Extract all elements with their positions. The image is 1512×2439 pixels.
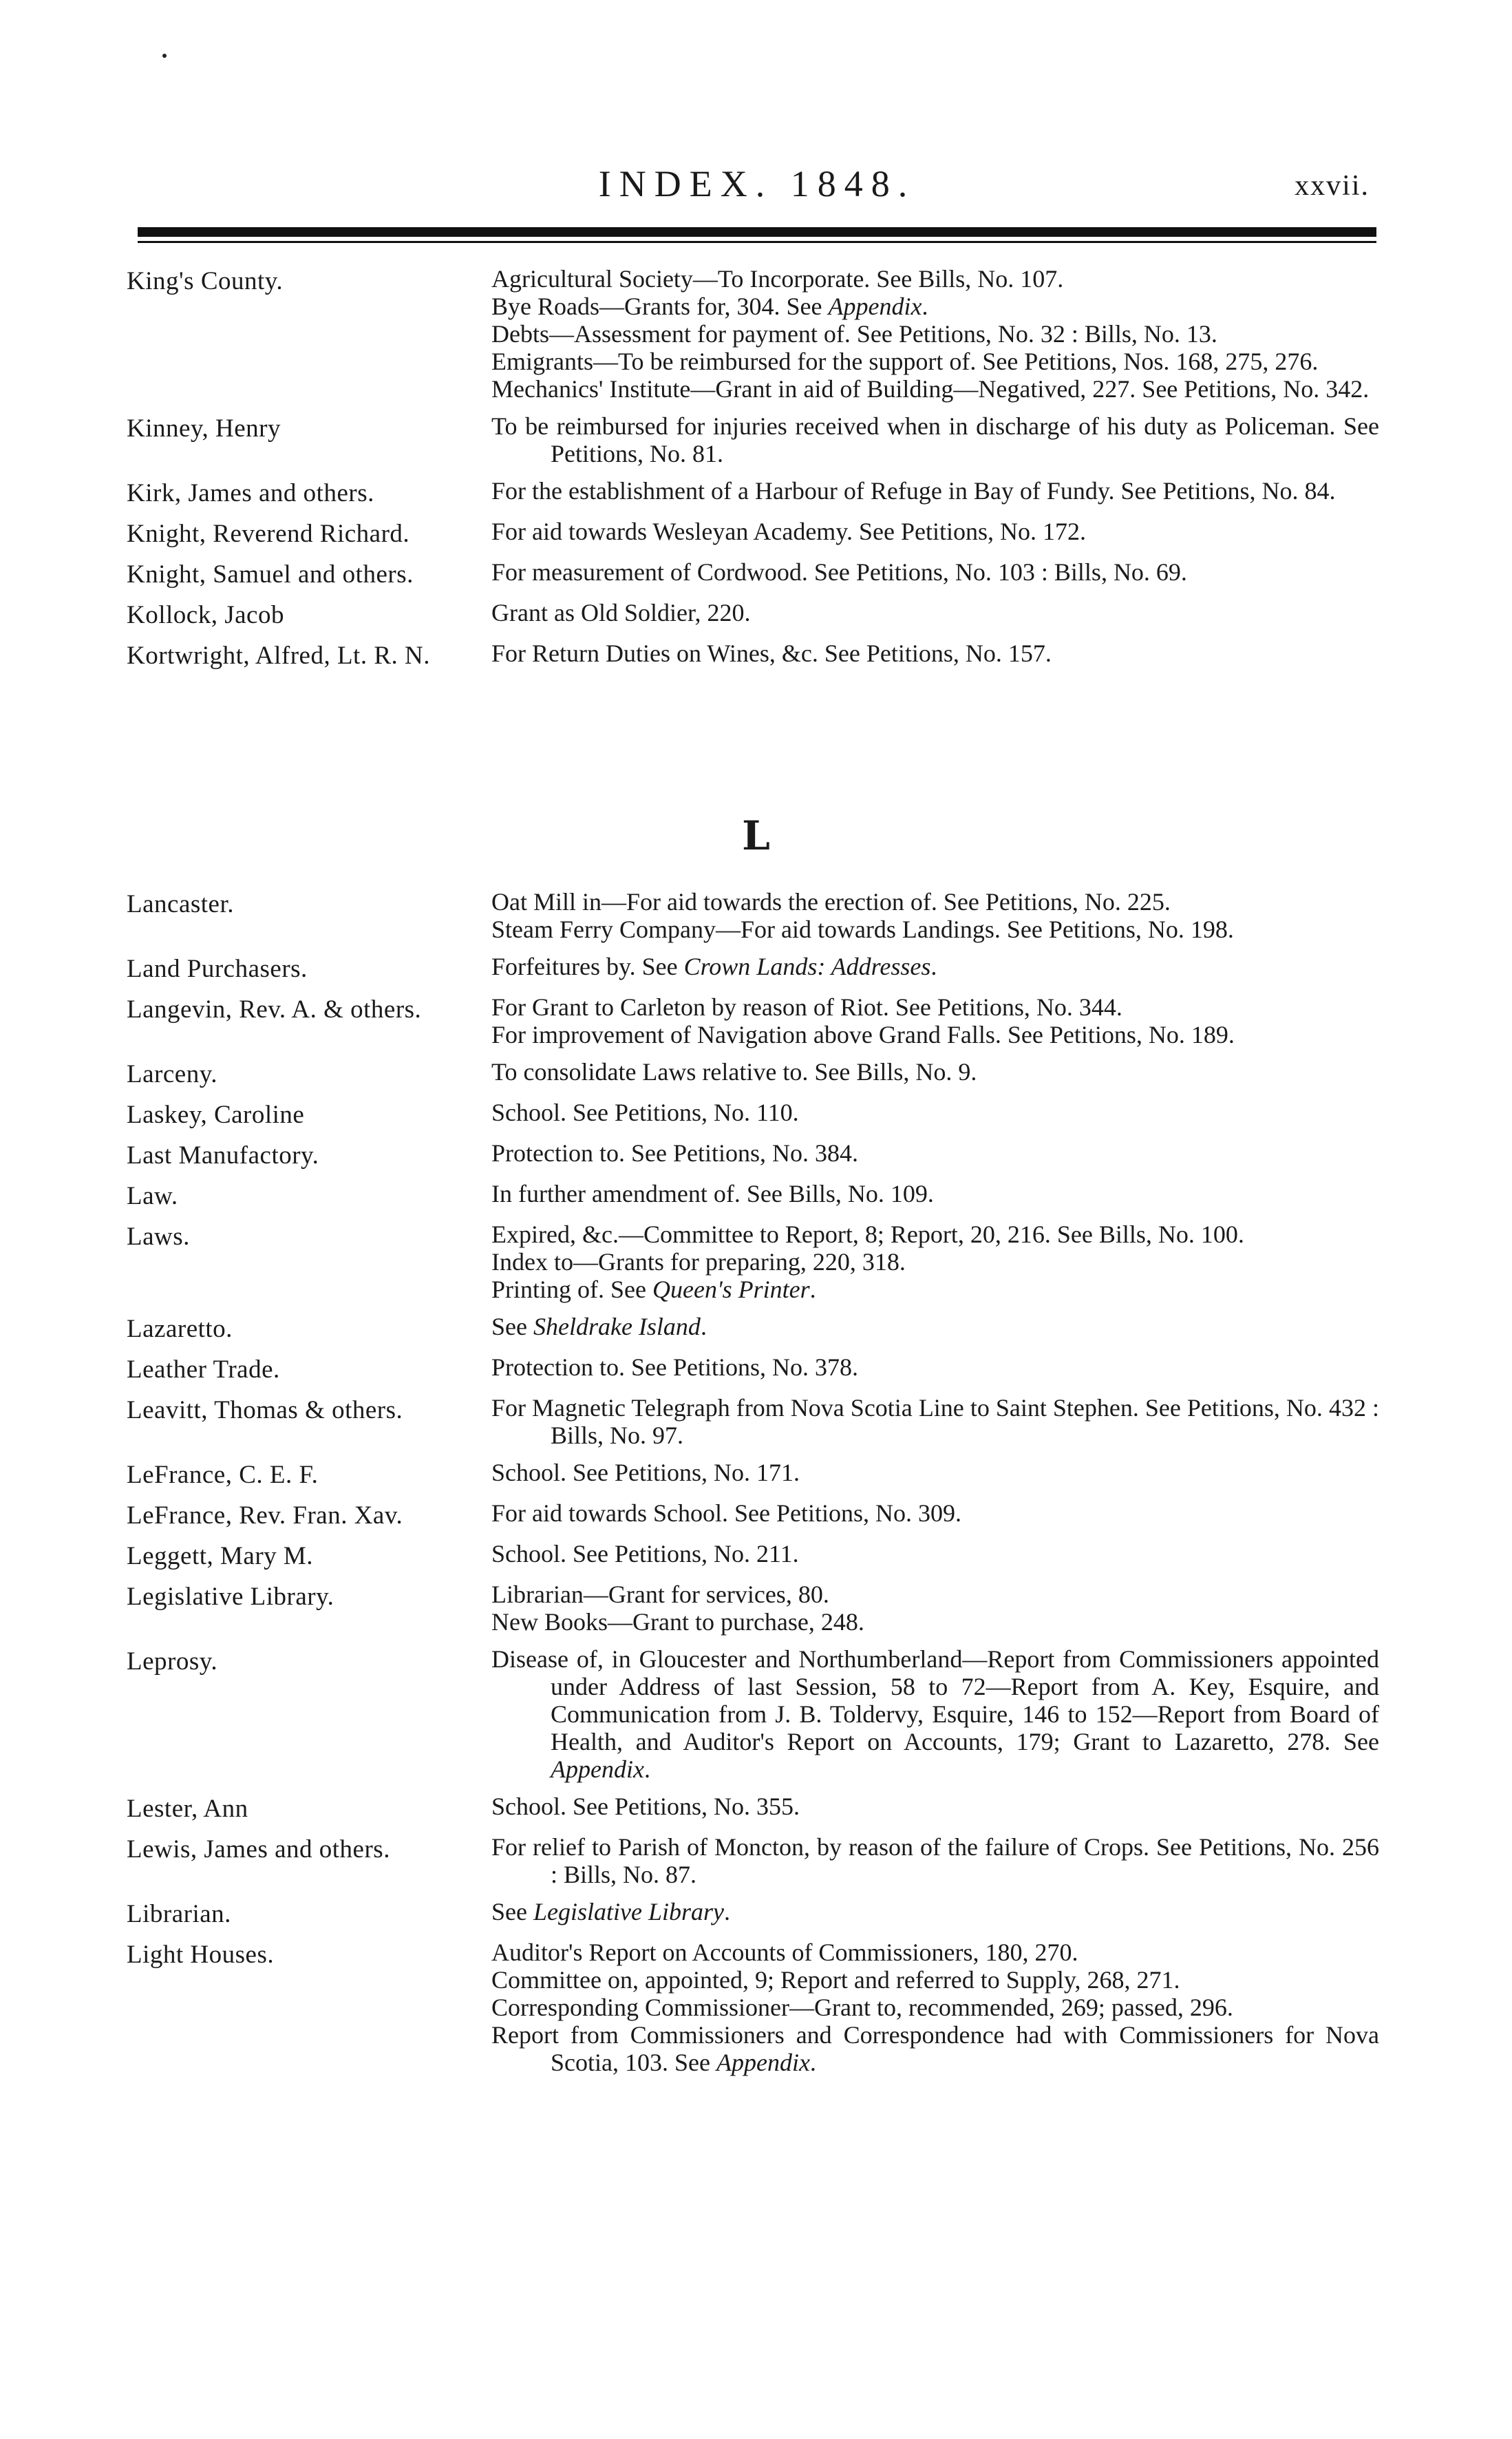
- index-entry: [127, 412, 1379, 467]
- index-term: Leavitt, Thomas & others.: [127, 1396, 403, 1424]
- index-term: Light Houses.: [127, 1941, 275, 1969]
- reference-line: Expired, &c.—Committee to Report, 8; Report, 20, 216. See Bills, No. 100.: [491, 1221, 1244, 1248]
- index-references: [491, 599, 1379, 626]
- reference-line: Protection to. See Petitions, No. 384.: [491, 1139, 858, 1167]
- index-references: [491, 1353, 1379, 1381]
- reference-line: Index to—Grants for preparing, 220, 318.: [491, 1248, 906, 1276]
- reference-line: For Return Duties on Wines, &c. See Petitions, No. 157.: [491, 640, 1052, 667]
- index-term: Kinney, Henry: [127, 414, 281, 443]
- reference-line: For Grant to Carleton by reason of Riot. See Petitions, No. 344.: [491, 993, 1122, 1021]
- reference-line: School. See Petitions, No. 355.: [491, 1793, 800, 1820]
- index-term: Kortwright, Alfred, Lt. R. N.: [127, 642, 430, 670]
- reference-line: Printing of. See Queen's Printer.: [491, 1276, 816, 1303]
- index-references: [491, 1099, 1379, 1126]
- index-entry: [127, 1313, 1379, 1344]
- reference-line: See Legislative Library.: [491, 1898, 730, 1925]
- index-term: Langevin, Rev. A. & others.: [127, 995, 422, 1024]
- page-title: INDEX. 1848.: [598, 163, 916, 204]
- index-term: Librarian.: [127, 1900, 231, 1928]
- header-rule-thin: [138, 241, 1376, 243]
- reference-line: Committee on, appointed, 9; Report and referred to Supply, 268, 271.: [491, 1966, 1180, 1994]
- page-number: xxvii.: [1295, 170, 1370, 202]
- index-term: Lancaster.: [127, 890, 234, 918]
- index-references: [491, 1499, 1379, 1527]
- index-entry: [127, 1099, 1379, 1130]
- index-references: [491, 1939, 1379, 2076]
- index-references: [491, 518, 1379, 545]
- index-references: [491, 412, 1379, 467]
- index-references: [491, 1313, 1379, 1340]
- index-references: [491, 1394, 1379, 1449]
- index-references: [491, 1058, 1379, 1086]
- index-section-k: [127, 265, 1379, 671]
- index-term: Laskey, Caroline: [127, 1101, 305, 1129]
- index-term: Knight, Samuel and others.: [127, 560, 414, 589]
- index-references: [491, 993, 1379, 1048]
- reference-line: See Sheldrake Island.: [491, 1313, 707, 1340]
- reference-line: Debts—Assessment for payment of. See Petitions, No. 32 : Bills, No. 13.: [491, 320, 1217, 348]
- index-term: Kirk, James and others.: [127, 479, 374, 507]
- index-section-l: [127, 888, 1379, 2076]
- index-references: [491, 1581, 1379, 1636]
- reference-line: School. See Petitions, No. 171.: [491, 1459, 800, 1486]
- index-references: [491, 477, 1379, 505]
- reference-line: To be reimbursed for injuries received when in discharge of his duty as Policeman. See Petitions, No. 81.: [491, 412, 1379, 467]
- index-references: [491, 1221, 1379, 1303]
- reference-line: For improvement of Navigation above Grand Falls. See Petitions, No. 189.: [491, 1021, 1235, 1048]
- index-references: [491, 1180, 1379, 1207]
- reference-line: Auditor's Report on Accounts of Commissioners, 180, 270.: [491, 1939, 1078, 1966]
- reference-line: For relief to Parish of Moncton, by reason of the failure of Crops. See Petitions, No. 256 : Bills, No. 87.: [491, 1833, 1379, 1888]
- index-term: Land Purchasers.: [127, 955, 308, 983]
- index-entry: [127, 558, 1379, 589]
- index-entry: [127, 518, 1379, 549]
- index-references: [491, 888, 1379, 943]
- index-term: King's County.: [127, 267, 284, 295]
- index-term: Legislative Library.: [127, 1583, 334, 1611]
- index-term: LeFrance, Rev. Fran. Xav.: [127, 1501, 403, 1530]
- index-references: [491, 953, 1379, 980]
- index-entry: [127, 1581, 1379, 1636]
- index-term: Law.: [127, 1182, 178, 1210]
- index-entry: [127, 1139, 1379, 1170]
- index-term: Lazaretto.: [127, 1315, 233, 1343]
- reference-line: School. See Petitions, No. 110.: [491, 1099, 799, 1126]
- reference-line: Librarian—Grant for services, 80.: [491, 1581, 829, 1608]
- index-entry: [127, 1353, 1379, 1384]
- reference-line: Steam Ferry Company—For aid towards Landings. See Petitions, No. 198.: [491, 916, 1234, 943]
- reference-line: Mechanics' Institute—Grant in aid of Building—Negatived, 227. See Petitions, No. 342.: [491, 375, 1370, 403]
- reference-line: Corresponding Commissioner—Grant to, recommended, 269; passed, 296.: [491, 1994, 1233, 2021]
- index-term: Leather Trade.: [127, 1355, 280, 1384]
- index-entry: [127, 1499, 1379, 1530]
- index-entry: [127, 1540, 1379, 1571]
- index-references: [491, 1459, 1379, 1486]
- reference-line: Disease of, in Gloucester and Northumberland—Report from Commissioners appointed under Address of last Session, 58 to 72—Report from A. Key, Esquire, and Communication from J. B. Toldervy, Esquire, 146 to 152—Report from Board of Health, and Auditor's Report on Accounts, 179; Grant to Lazaretto, 278. See Appendix.: [491, 1645, 1379, 1783]
- index-term: Lewis, James and others.: [127, 1835, 390, 1863]
- index-term: Last Manufactory.: [127, 1141, 319, 1170]
- index-references: [491, 265, 1379, 403]
- index-entry: [127, 1833, 1379, 1888]
- index-entry: [127, 1058, 1379, 1089]
- index-entry: [127, 477, 1379, 508]
- reference-line: For aid towards Wesleyan Academy. See Petitions, No. 172.: [491, 518, 1086, 545]
- ink-speck: [162, 54, 167, 58]
- index-entry: [127, 1394, 1379, 1449]
- index-term: Knight, Reverend Richard.: [127, 520, 410, 548]
- reference-line: For aid towards School. See Petitions, No. 309.: [491, 1499, 961, 1527]
- reference-line: School. See Petitions, No. 211.: [491, 1540, 799, 1567]
- reference-line: For measurement of Cordwood. See Petitions, No. 103 : Bills, No. 69.: [491, 558, 1187, 586]
- index-references: [491, 640, 1379, 667]
- reference-line: In further amendment of. See Bills, No. 109.: [491, 1180, 934, 1207]
- reference-line: To consolidate Laws relative to. See Bills, No. 9.: [491, 1058, 977, 1086]
- index-entry: [127, 1459, 1379, 1490]
- index-references: [491, 1898, 1379, 1925]
- index-entry: [127, 640, 1379, 671]
- index-entry: [127, 599, 1379, 630]
- index-entry: [127, 1645, 1379, 1783]
- index-term: Leprosy.: [127, 1647, 218, 1676]
- reference-line: Oat Mill in—For aid towards the erection of. See Petitions, No. 225.: [491, 888, 1171, 916]
- section-letter-l: L: [742, 812, 770, 859]
- reference-line: For Magnetic Telegraph from Nova Scotia Line to Saint Stephen. See Petitions, No. 432 : Bills, No. 97.: [491, 1394, 1379, 1449]
- index-term: LeFrance, C. E. F.: [127, 1461, 319, 1489]
- index-term: Kollock, Jacob: [127, 601, 284, 629]
- index-references: [491, 1793, 1379, 1820]
- reference-line: Grant as Old Soldier, 220.: [491, 599, 751, 626]
- reference-line: Agricultural Society—To Incorporate. See Bills, No. 107.: [491, 265, 1064, 293]
- reference-line: Protection to. See Petitions, No. 378.: [491, 1353, 858, 1381]
- index-references: [491, 1833, 1379, 1888]
- index-entry: [127, 1898, 1379, 1929]
- index-entry: [127, 265, 1379, 403]
- reference-line: Emigrants—To be reimbursed for the support of. See Petitions, Nos. 168, 275, 276.: [491, 348, 1319, 375]
- index-references: [491, 1139, 1379, 1167]
- index-entry: [127, 1793, 1379, 1824]
- index-term: Leggett, Mary M.: [127, 1542, 314, 1570]
- index-references: [491, 558, 1379, 586]
- index-entry: [127, 888, 1379, 943]
- index-term: Lester, Ann: [127, 1795, 248, 1823]
- index-entry: [127, 1180, 1379, 1211]
- reference-line: Bye Roads—Grants for, 304. See Appendix.: [491, 293, 928, 320]
- index-term: Larceny.: [127, 1060, 218, 1088]
- index-entry: [127, 1221, 1379, 1303]
- index-entry: [127, 953, 1379, 984]
- page-header: [138, 162, 1376, 218]
- header-rule-thick: [138, 227, 1376, 237]
- reference-line: New Books—Grant to purchase, 248.: [491, 1608, 864, 1636]
- reference-line: For the establishment of a Harbour of Refuge in Bay of Fundy. See Petitions, No. 84.: [491, 477, 1336, 505]
- reference-line: Report from Commissioners and Correspondence had with Commissioners for Nova Scotia, 103. See Appendix.: [491, 2021, 1379, 2076]
- index-entry: [127, 993, 1379, 1048]
- index-references: [491, 1645, 1379, 1783]
- index-entry: [127, 1939, 1379, 2076]
- reference-line: Forfeitures by. See Crown Lands: Addresses.: [491, 953, 937, 980]
- index-references: [491, 1540, 1379, 1567]
- index-term: Laws.: [127, 1223, 190, 1251]
